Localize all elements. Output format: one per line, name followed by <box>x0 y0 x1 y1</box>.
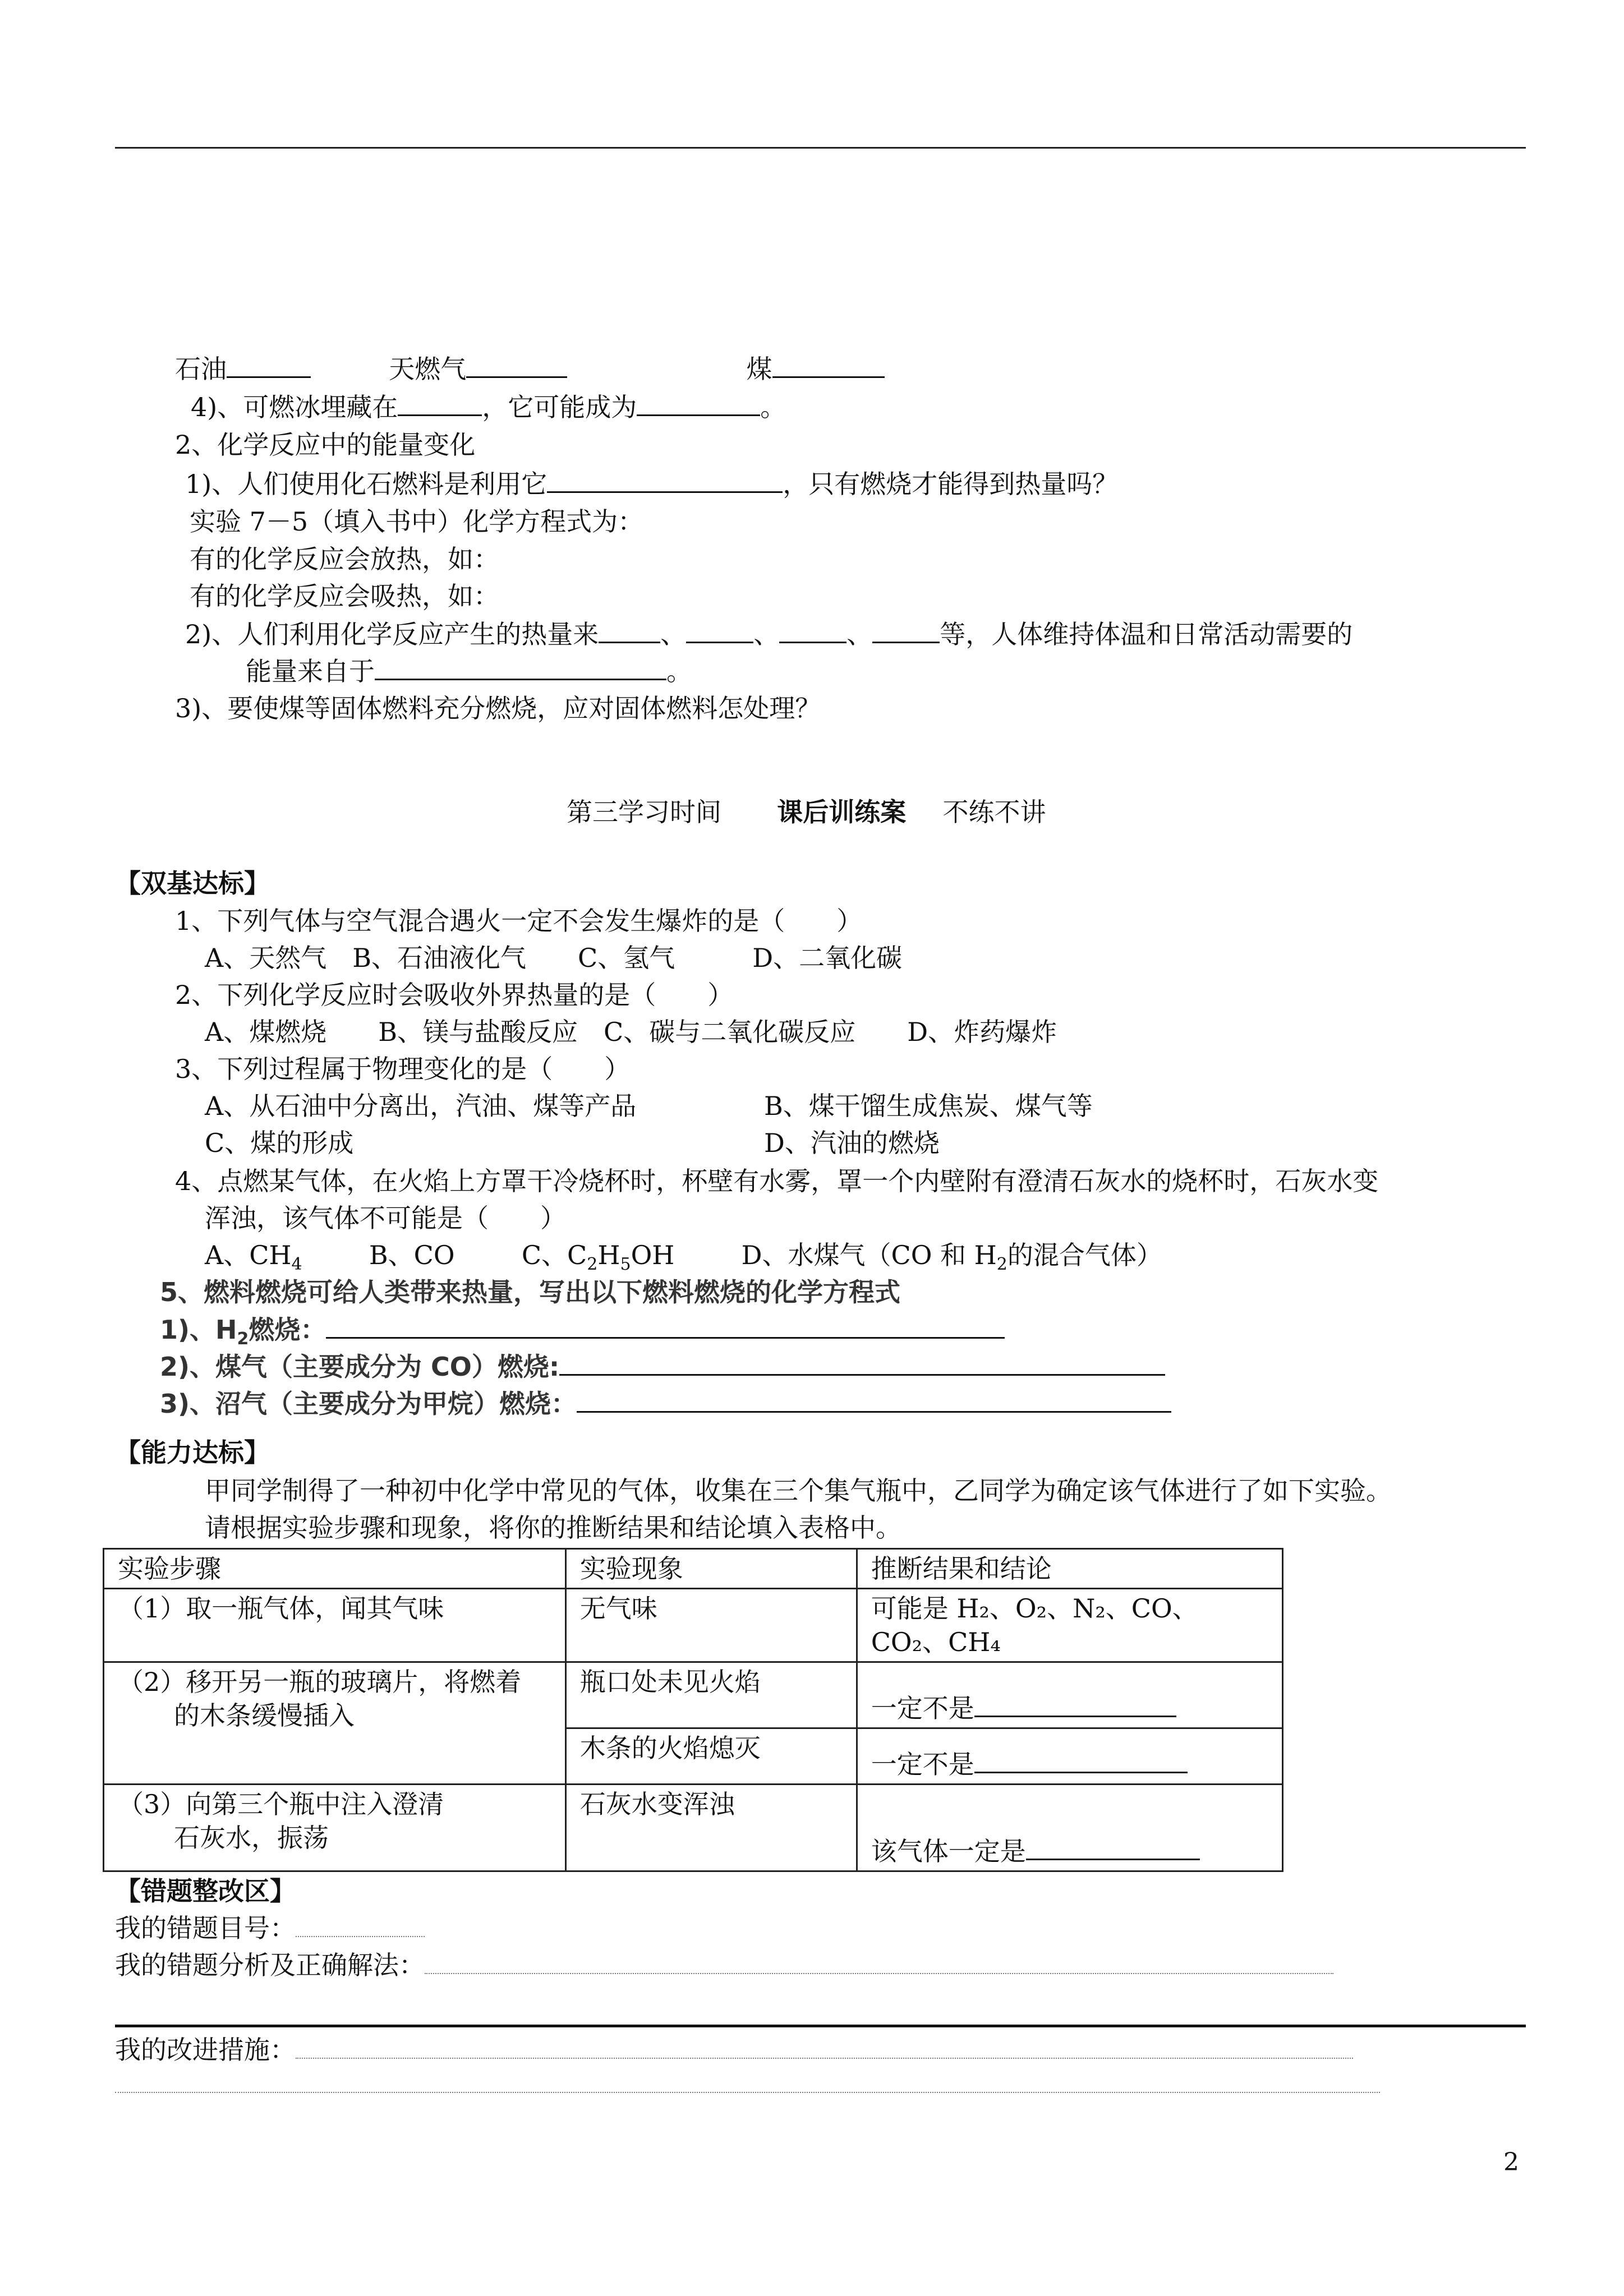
extra-answer-line[interactable] <box>115 2092 1380 2093</box>
blank-co-equation[interactable] <box>559 1349 1165 1376</box>
header-step: 实验步骤 <box>104 1549 566 1589</box>
table-row: 木条的火焰熄灭 一定不是 <box>104 1728 1283 1785</box>
page-number: 2 <box>1503 2148 1519 2177</box>
q3: 3、下列过程属于物理变化的是（ ） <box>175 1054 631 1084</box>
nengli-intro-1: 甲同学制得了一种初中化学中常见的气体，收集在三个集气瓶中，乙同学为确定该气体进行了如下实验。 <box>205 1476 1392 1506</box>
blank-not-gas-1[interactable] <box>974 1691 1176 1717</box>
q4-line-1: 4、点燃某气体，在火焰上方罩干冷烧杯时，杯壁有水雾，罩一个内壁附有澄清石灰水的烧杯时，石灰水变 <box>175 1166 1379 1196</box>
q5-3: 3)、沼气（主要成分为甲烷）燃烧： <box>160 1386 1171 1421</box>
q3-option-b: B、煤干馏生成焦炭、煤气等 <box>764 1091 1093 1121</box>
blank-heat-use-2[interactable] <box>686 617 753 643</box>
q3-option-a: A、从石油中分离出，汽油、煤等产品 <box>205 1091 637 1121</box>
experiment-table <box>103 1548 1283 1872</box>
blank-oil[interactable] <box>227 352 311 378</box>
q5-2: 2)、煤气（主要成分为 CO）燃烧: <box>160 1349 1165 1384</box>
blank-wrong-analysis[interactable] <box>425 1951 1333 1974</box>
q3-option-c: C、煤的形成 <box>205 1128 354 1158</box>
blank-coal[interactable] <box>772 352 885 378</box>
nengli-title: 【能力达标】 <box>115 1437 270 1468</box>
blank-gas-is[interactable] <box>1026 1834 1200 1860</box>
wrong-question-number: 我的错题目号： <box>115 1911 425 1945</box>
label-gas: 天燃气 <box>389 354 467 384</box>
blank-heat-use-1[interactable] <box>599 617 660 643</box>
exothermic-line: 有的化学反应会放热，如： <box>190 544 499 574</box>
q2-options: A、煤燃烧 B、镁与盐酸反应 C、碳与二氧化碳反应 D、炸药爆炸 <box>205 1017 1057 1047</box>
wrong-analysis: 我的错题分析及正确解法： <box>115 1948 1333 1982</box>
blank-heat-use-3[interactable] <box>779 617 846 643</box>
cuoti-title: 【错题整改区】 <box>115 1876 296 1906</box>
improvement: 我的改进措施： <box>115 2033 1353 2067</box>
blank-wrong-number[interactable] <box>296 1914 425 1937</box>
blank-heat-use-4[interactable] <box>872 617 940 643</box>
table-row: （3）向第三个瓶中注入澄清 石灰水，振荡 石灰水变浑浊 该气体一定是 <box>104 1785 1283 1871</box>
nengli-intro-2: 请根据实验步骤和现象，将你的推断结果和结论填入表格中。 <box>205 1513 901 1543</box>
header-rule <box>115 147 1526 149</box>
header-observation: 实验现象 <box>565 1549 857 1589</box>
energy-source-line: 能量来自于 。 <box>246 654 692 688</box>
divider-rule <box>115 2025 1526 2027</box>
ice-line: 4)、可燃冰埋藏在 ，它可能成为 。 <box>191 390 786 424</box>
blank-fossil-use[interactable] <box>547 467 783 493</box>
header-result: 推断结果和结论 <box>857 1549 1282 1589</box>
blank-not-gas-2[interactable] <box>974 1747 1188 1773</box>
q1-options: A、天然气 B、石油液化气 C、氢气 D、二氧化碳 <box>205 943 903 973</box>
blank-h2-equation[interactable] <box>326 1312 1005 1339</box>
table-row: （2）移开另一瓶的玻璃片，将燃着 的木条缓慢插入 瓶口处未见火焰 一定不是 <box>104 1662 1283 1728</box>
q2: 2、下列化学反应时会吸收外界热量的是（ ） <box>175 980 734 1010</box>
q4-options: A、$CH_4$ B、CO C、$C_2H_5OH$ D、水煤气（CO 和 $H_2$的混合气体） <box>205 1240 1162 1275</box>
heat-use-line: 2)、人们利用化学反应产生的热量来 、 、 、 等，人体维持体温和日常活动需要的 <box>185 617 1352 651</box>
blank-ice-location[interactable] <box>398 390 482 416</box>
q5-1: 1)、$H_2$燃烧： <box>160 1312 1005 1356</box>
blank-ice-future[interactable] <box>637 390 760 416</box>
solid-fuel-line: 3)、要使煤等固体燃料充分燃烧，应对固体燃料怎处理？ <box>175 693 821 723</box>
energy-heading: 2、化学反应中的能量变化 <box>175 430 476 460</box>
table-row: （1）取一瓶气体，闻其气味 无气味 可能是 H₂、O₂、N₂、CO、CO₂、CH₄ <box>104 1589 1283 1662</box>
blank-gas[interactable] <box>466 352 567 378</box>
table-header-row <box>104 1549 1283 1589</box>
endothermic-line: 有的化学反应会吸热，如： <box>190 581 499 611</box>
blank-energy-source[interactable] <box>375 654 666 680</box>
label-oil: 石油 <box>175 354 227 384</box>
q5: 5、燃料燃烧可给人类带来热量，写出以下燃料燃烧的化学方程式 <box>160 1277 901 1307</box>
fuel-line <box>175 352 885 386</box>
fossil-line: 1)、人们使用化石燃料是利用它 ，只有燃烧才能得到热量吗？ <box>185 467 1118 501</box>
blank-ch4-equation[interactable] <box>577 1386 1171 1413</box>
q3-option-d: D、汽油的燃烧 <box>764 1128 940 1158</box>
q4-line-2: 浑浊，该气体不可能是（ ） <box>205 1203 566 1233</box>
blank-improvement[interactable] <box>296 2035 1353 2059</box>
q1: 1、下列气体与空气混合遇火一定不会发生爆炸的是（ ） <box>175 906 863 936</box>
experiment-line: 实验 7－5（填入书中）化学方程式为： <box>190 506 644 537</box>
shuangji-title: 【双基达标】 <box>115 868 270 898</box>
label-coal: 煤 <box>746 354 772 384</box>
section-heading: 第三学习时间 课后训练案 不练不讲 <box>567 797 1046 827</box>
